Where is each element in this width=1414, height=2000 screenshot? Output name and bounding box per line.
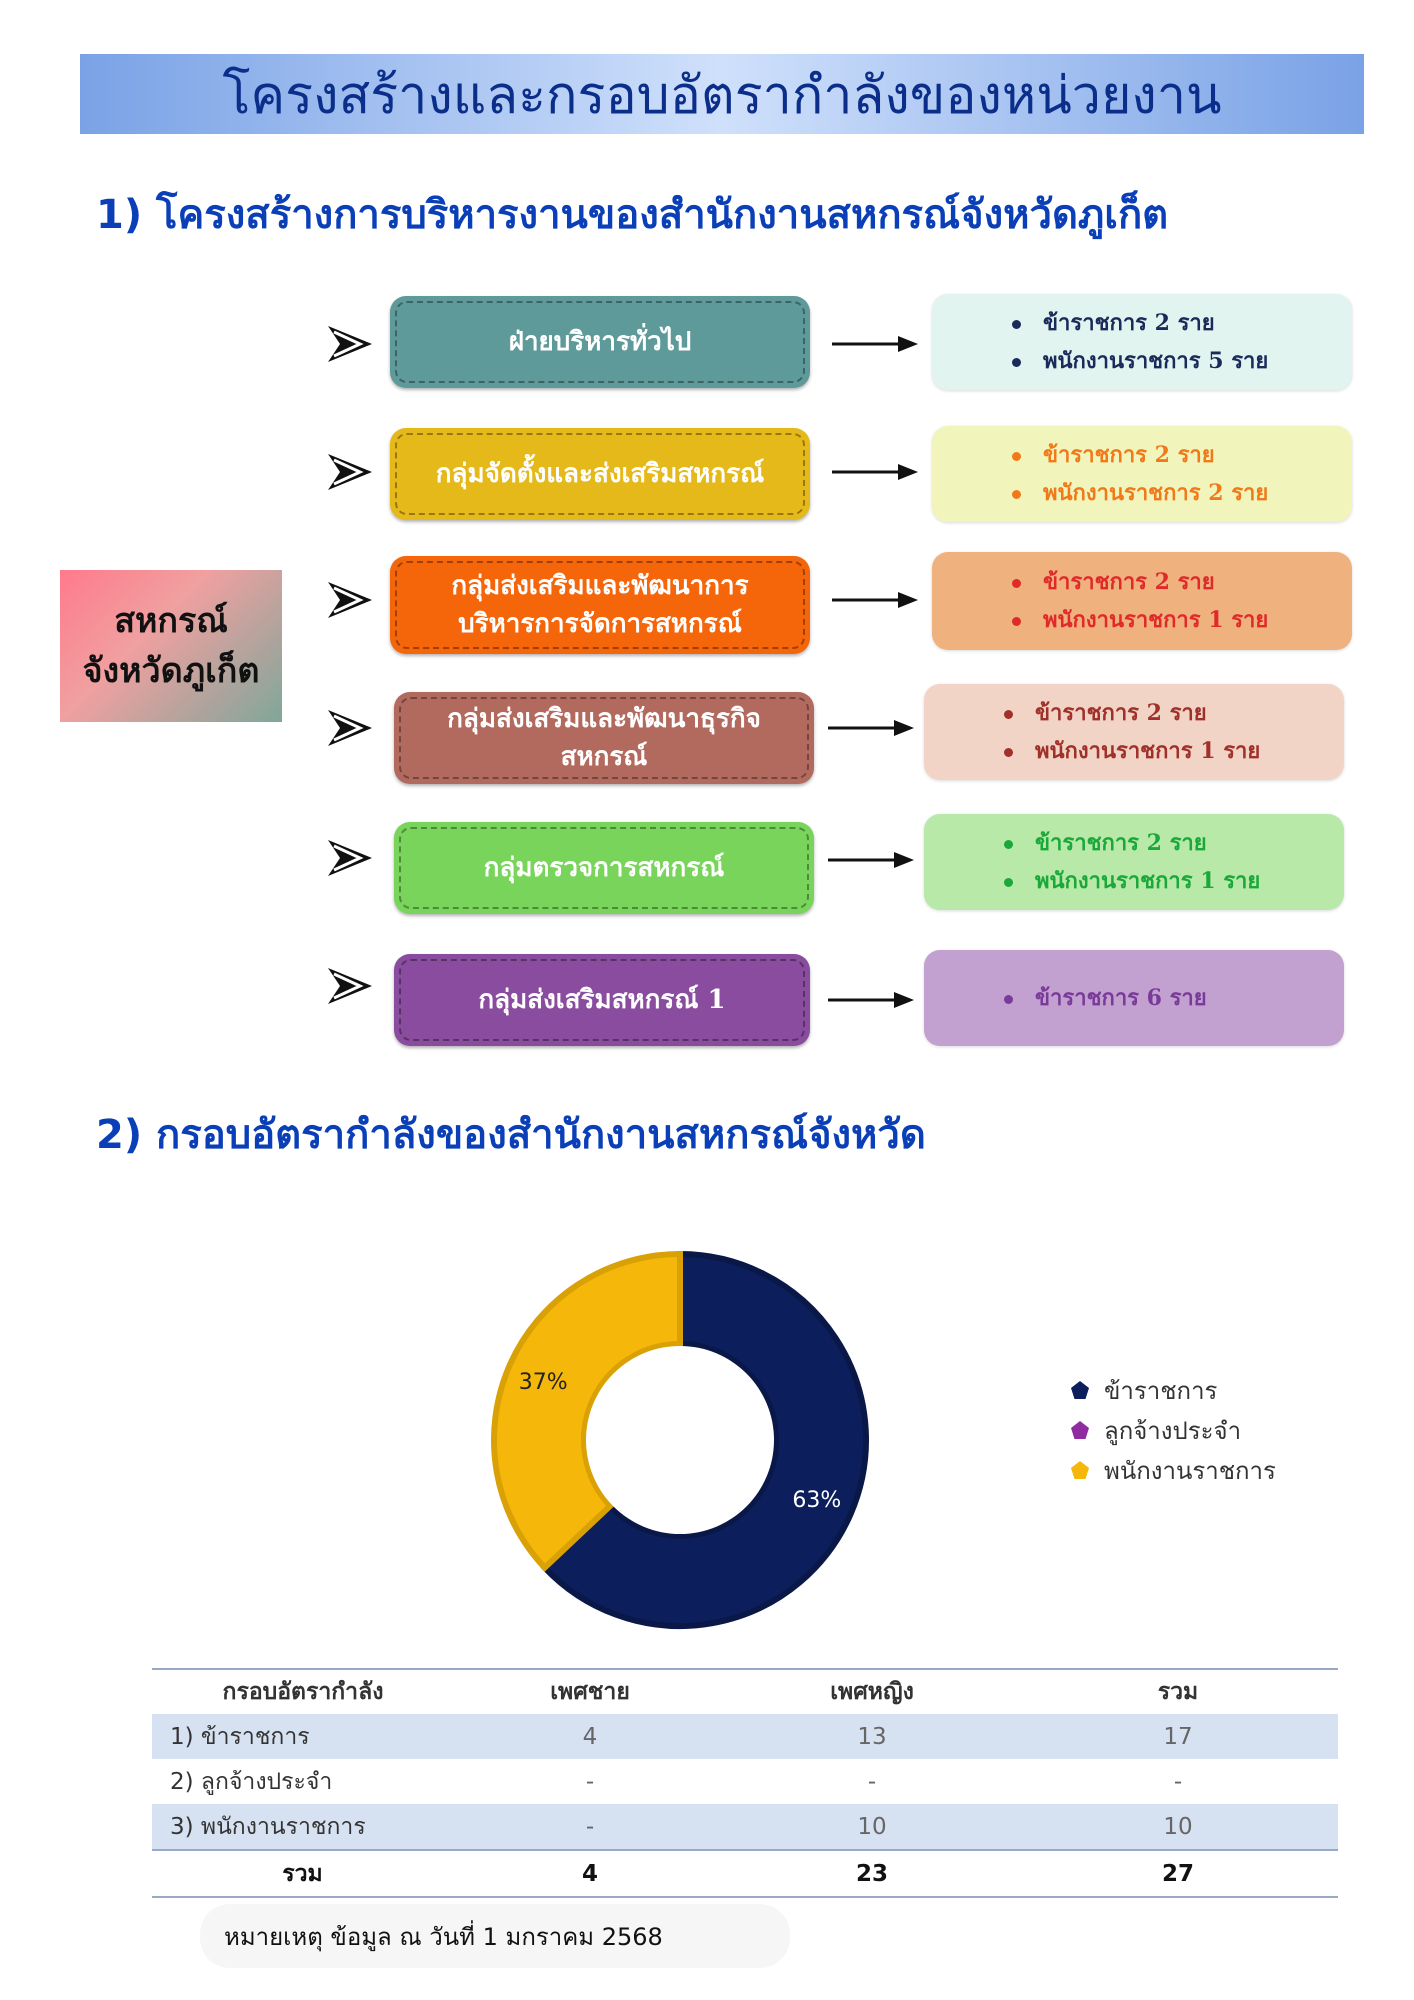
org-unit-label-line: กลุ่มส่งเสริมและพัฒนาธุรกิจสหกรณ์ (447, 704, 761, 772)
legend-swatch-icon (1070, 1460, 1090, 1480)
bullet-icon (1004, 878, 1013, 887)
bullet-icon (1004, 710, 1013, 719)
chevron-right-icon (326, 324, 374, 364)
table-cell: - (1173, 1768, 1183, 1795)
org-unit-label (499, 323, 702, 361)
staff-table (152, 1668, 1338, 1898)
staff-count-text: พนักงานราชการ 2 ราย (1043, 480, 1269, 506)
chart-legend (1070, 1370, 1276, 1490)
org-unit-label (394, 700, 814, 776)
org-unit-box (394, 822, 814, 914)
legend-label: พนักงานราชการ (1104, 1456, 1276, 1485)
chevron-right-icon (326, 966, 374, 1006)
legend-item (1070, 1410, 1276, 1450)
org-unit-label (474, 849, 735, 887)
staff-count-box (924, 684, 1344, 780)
arrow-right-icon (828, 850, 914, 870)
bullet-icon (1012, 358, 1021, 367)
staff-count-box (924, 814, 1344, 910)
staff-count-text: ข้าราชการ 2 ราย (1035, 700, 1207, 726)
org-unit-box (394, 954, 810, 1046)
org-unit-box (390, 428, 810, 520)
table-header: เพศชาย (454, 1669, 726, 1714)
table-cell: รวม (152, 1850, 454, 1897)
staff-count-item (1012, 342, 1268, 380)
org-unit-label-line: กลุ่มจัดตั้งและส่งเสริมสหกรณ์ (435, 459, 765, 489)
staff-count-box (924, 950, 1344, 1046)
table-cell: 10 (1018, 1804, 1338, 1850)
staff-count-item (1012, 601, 1268, 639)
table-cell: 4 (454, 1850, 726, 1897)
table-cell: 13 (726, 1714, 1018, 1759)
staff-count-box (932, 552, 1352, 650)
bullet-icon (1004, 748, 1013, 757)
org-unit-label-line: ฝ่ายบริหารทั่วไป (508, 327, 692, 357)
footnote-text: หมายเหตุ ข้อมูล ณ วันที่ 1 มกราคม 2568 (224, 1922, 663, 1951)
footnote (200, 1904, 790, 1968)
org-unit-label-line: กลุ่มส่งเสริมและพัฒนาการ (451, 571, 749, 601)
arrow-right-icon (832, 462, 918, 482)
staff-count-text: ข้าราชการ 2 ราย (1043, 310, 1215, 336)
staff-count-text: ข้าราชการ 6 ราย (1035, 985, 1207, 1011)
staff-count-text: พนักงานราชการ 1 ราย (1035, 868, 1261, 894)
staff-count-item (1004, 979, 1207, 1017)
chevron-right-icon (326, 452, 374, 492)
staff-count-box (932, 294, 1352, 390)
page-title: โครงสร้างและกรอบอัตรากำลังของหน่วยงาน (222, 65, 1222, 126)
bullet-icon (1012, 320, 1021, 329)
table-cell: 4 (454, 1714, 726, 1759)
arrow-right-icon (832, 334, 918, 354)
staff-count-item (1012, 436, 1268, 474)
table-row (152, 1804, 1338, 1850)
table-header-row (152, 1669, 1338, 1714)
arrow-right-icon (828, 718, 914, 738)
table-cell: - (867, 1768, 877, 1795)
table-cell: - (454, 1804, 726, 1850)
donut-data-label: 37% (518, 1369, 568, 1395)
staff-count-item (1004, 694, 1260, 732)
table-cell: 17 (1018, 1714, 1338, 1759)
donut-data-label: 63% (792, 1488, 842, 1514)
org-root-box (60, 570, 282, 722)
table-cell: 10 (726, 1804, 1018, 1850)
table-row (152, 1714, 1338, 1759)
org-unit-box (394, 692, 814, 784)
chevron-right-icon (326, 580, 374, 620)
org-unit-box (390, 296, 810, 388)
org-root-line2: จังหวัดภูเก็ต (82, 651, 260, 691)
staff-count-item (1004, 862, 1260, 900)
table-header: รวม (1018, 1669, 1338, 1714)
section-1-title: 1) โครงสร้างการบริหารงานของสำนักงานสหกรณ์จังหวัดภูเก็ต (96, 192, 1169, 238)
org-root-line1: สหกรณ์ (114, 601, 228, 641)
page-banner (80, 54, 1364, 134)
org-unit-label-line: กลุ่มตรวจการสหกรณ์ (483, 853, 725, 883)
org-unit-label (426, 455, 774, 493)
staff-count-text: พนักงานราชการ 5 ราย (1043, 348, 1269, 374)
staff-count-text: พนักงานราชการ 1 ราย (1035, 738, 1261, 764)
staff-count-text: ข้าราชการ 2 ราย (1035, 830, 1207, 856)
table-row (152, 1759, 1338, 1804)
legend-item (1070, 1370, 1276, 1410)
bullet-icon (1004, 995, 1013, 1004)
org-unit-label (441, 567, 758, 643)
legend-item (1070, 1450, 1276, 1490)
staff-count-item (1004, 732, 1260, 770)
table-cell: - (585, 1768, 595, 1795)
legend-swatch-icon (1070, 1380, 1090, 1400)
chevron-right-icon (326, 708, 374, 748)
table-cell: 3) พนักงานราชการ (152, 1804, 454, 1850)
staff-count-text: ข้าราชการ 2 ราย (1043, 442, 1215, 468)
staff-count-box (932, 426, 1352, 522)
org-unit-label-line: กลุ่มส่งเสริมสหกรณ์ 1 (478, 985, 726, 1015)
staff-count-item (1004, 824, 1260, 862)
staff-count-item (1012, 304, 1268, 342)
table-cell: 1) ข้าราชการ (152, 1714, 454, 1759)
table-cell: 23 (726, 1850, 1018, 1897)
chevron-right-icon (326, 838, 374, 878)
org-unit-label (468, 981, 735, 1019)
bullet-icon (1004, 840, 1013, 849)
donut-chart (480, 1240, 880, 1640)
table-header: เพศหญิง (726, 1669, 1018, 1714)
legend-label: ลูกจ้างประจำ (1104, 1416, 1242, 1445)
donut-hole (586, 1346, 774, 1534)
arrow-right-icon (828, 990, 914, 1010)
bullet-icon (1012, 452, 1021, 461)
table-cell: 2) ลูกจ้างประจำ (170, 1768, 333, 1795)
arrow-right-icon (832, 590, 918, 610)
staff-count-text: พนักงานราชการ 1 ราย (1043, 607, 1269, 633)
legend-label: ข้าราชการ (1104, 1376, 1218, 1405)
bullet-icon (1012, 617, 1021, 626)
table-total-row (152, 1850, 1338, 1897)
staff-count-text: ข้าราชการ 2 ราย (1043, 569, 1215, 595)
table-header: กรอบอัตรากำลัง (152, 1669, 454, 1714)
staff-count-item (1012, 474, 1268, 512)
org-unit-label-line: บริหารการจัดการสหกรณ์ (458, 609, 742, 639)
section-2-title: 2) กรอบอัตรากำลังของสำนักงานสหกรณ์จังหวัด (96, 1112, 926, 1158)
bullet-icon (1012, 579, 1021, 588)
legend-swatch-icon (1070, 1420, 1090, 1440)
staff-count-item (1012, 563, 1268, 601)
bullet-icon (1012, 490, 1021, 499)
org-unit-box (390, 556, 810, 654)
table-cell: 27 (1018, 1850, 1338, 1897)
